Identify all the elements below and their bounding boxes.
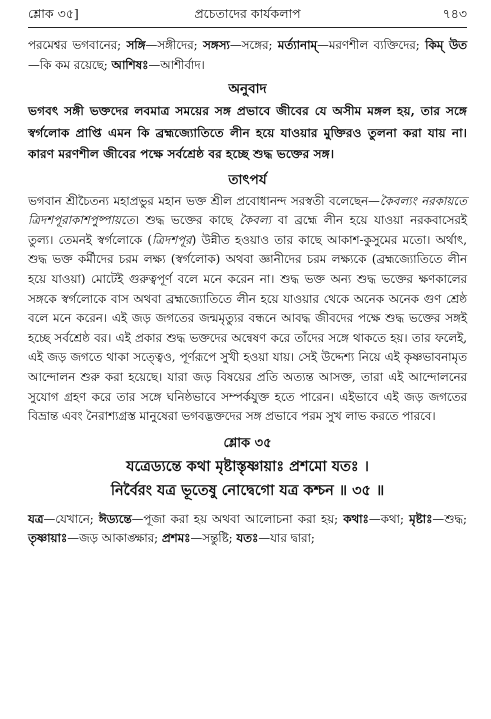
purport-segment: বা ব্রহ্মে লীন হয়ে যাওয়া নরকবাসেরই তুল্য। তেমনই স্বর্গলোকে ( <box>28 213 467 247</box>
synonyms-list <box>28 510 467 549</box>
synonym-meaning: —পূজা করা হয় অথবা আলোচনা করা হয়; <box>131 511 344 526</box>
synonym-meaning: —কথা; <box>368 511 410 526</box>
synonym-term: যত্র <box>28 511 44 526</box>
page-header <box>28 6 467 28</box>
page-number: ৭৪৩ <box>442 6 467 21</box>
translation-text: ভগবৎ সঙ্গী ভক্তদের লবমাত্র সময়ের সঙ্গ প্রভাবে জীবের যে অসীম মঙ্গল হয়, তার সঙ্গে স্বর্গলোক প্রাপ্তি এমন কি ব্রহ্মজ্যোতিতে লীন হয়ে যাওয়ার মুক্তিরও তুলনা করা যায় না। কারণ মরণশীল জীবের পক্ষে সর্বশ্রেষ্ঠ বর হচ্ছে শুদ্ধ ভক্তের সঙ্গ। <box>28 104 467 162</box>
header-verse-ref: শ্লোক ৩৫] <box>28 6 79 21</box>
synonym-term: মৃষ্টাঃ <box>409 511 433 526</box>
synonym-meaning: —যেখানে; <box>43 511 99 526</box>
synonym-term: সঙ্গি <box>126 38 146 52</box>
page-content <box>28 36 467 549</box>
purport-segment: । শুদ্ধ ভক্তের কাছে <box>134 213 240 228</box>
synonym-term: কথাঃ <box>343 511 369 526</box>
synonyms-continued <box>28 36 467 75</box>
purport-segment: ভগবান শ্রীচৈতন্য মহাপ্রভুর মহান ভক্ত শ্রীল প্রবোধানন্দ সরস্বতী বলেছেন— <box>28 193 380 208</box>
synonym-meaning: —আশীর্বাদ। <box>148 57 205 72</box>
synonym-meaning: —সন্তুষ্টি; <box>190 531 237 546</box>
synonym-term: প্রশমঃ <box>161 531 191 546</box>
translation-heading: অনুবাদ <box>228 81 267 98</box>
synonym-term: যতঃ <box>236 531 259 546</box>
synonym-meaning: —সঙ্গের; <box>229 38 278 52</box>
synonym-term: সঙ্গস্য <box>202 38 230 52</box>
synonym-meaning: —শুদ্ধ; <box>432 511 467 526</box>
synonym-meaning: —কি কম রয়েছে; <box>28 57 112 72</box>
synonym-term: আশিষঃ <box>111 57 149 72</box>
synonym-meaning: —সঙ্গীদের; <box>145 38 203 52</box>
verse-line-1: যত্রেড্যন্তে কথা মৃষ্টাস্তৃষ্ণায়াঃ প্রশমো যতঃ । <box>126 457 369 475</box>
header-chapter-title: প্রচেতাদের কার্যকলাপ <box>194 6 301 21</box>
synonym-term: কিম্ উত <box>425 38 467 52</box>
purport-heading: তাৎপর্য <box>228 171 267 188</box>
purport-text <box>28 192 467 427</box>
sanskrit-quote: কৈবল্যং নরকায়তে ত্রিদশপূরাকাশপুষ্পায়তে <box>28 193 467 228</box>
synonym-meaning: —যার দ্বারা; <box>258 531 315 546</box>
synonym-term: মর্ত্যানাম্ <box>277 38 318 52</box>
sanskrit-term: ত্রিদশপূর <box>151 232 192 247</box>
sanskrit-term: কৈবল্য <box>239 213 272 228</box>
synonym-meaning: —মরণশীল ব্যক্তিদের; <box>317 38 426 52</box>
verse-line-2: নির্বৈরং যত্র ভূতেষু নোদ্বেগো যত্র কশ্চন ॥ ৩৫ ॥ <box>110 481 385 499</box>
synonym-meaning: পরমেশ্বর ভগবানের; <box>28 38 127 52</box>
purport-segment: ) উন্নীত হওয়াও তার কাছে আকাশ-কুসুমের মতো। অর্থাৎ, শুদ্ধ ভক্ত কর্মীদের চরম লক্ষ্য (স্বর্গলোক) অথবা জ্ঞানীদের চরম লক্ষ্যকে (ব্রহ্মজ্যোতিতে লীন হয়ে যাওয়া) মোটেই গুরুত্বপূর্ণ বলে মনে করেন না। শুদ্ধ ভক্ত অন্য শুদ্ধ ভক্তের ক্ষণকালের সঙ্গকে স্বর্গলোকে বাস অথবা ব্রহ্মজ্যোতিতে লীন হয়ে যাওয়ার থেকে অনেক অনেক গুণ শ্রেষ্ঠ বলে মনে করেন। এই জড় জগতের জন্মমৃত্যুর বন্ধনে আবদ্ধ জীবদের পক্ষে শুদ্ধ ভক্তের সঙ্গই হচ্ছে সর্বশ্রেষ্ঠ বর। এই প্রকার শুদ্ধ ভক্তদের অন্বেষণ করে তাঁদের সঙ্গে থাকতে হয়। তার ফলেই, এই জড় জগতে থাকা সত্ত্বেও, পূর্ণরূপে সুখী হওয়া যায়। সেই উদ্দেশ্য নিয়ে এই কৃষ্ণভাবনামৃত আন্দোলন শুরু করা হয়েছে। যারা জড় বিষয়ের প্রতি অত্যন্ত আসক্ত, তারা এই আন্দোলনের সুযোগ গ্রহণ করে তার সঙ্গে ঘনিষ্ঠভাবে সম্পর্কযুক্ত হতে পারেন। এইভাবে এই জড় জগতের বিভ্রান্ত এবং নৈরাশ্যগ্রস্ত মানুষেরা ভগবদ্ভক্তদের সঙ্গ প্রভাবে পরম সুখ লাভ করতে পারবে। <box>28 232 467 424</box>
verse-number: শ্লোক ৩৫ <box>223 435 272 451</box>
synonym-meaning: —জড় আকাঙ্ক্ষার; <box>67 531 162 546</box>
synonym-term: তৃষ্ণায়াঃ <box>28 531 68 546</box>
header-divider <box>28 27 467 28</box>
synonym-term: ঈড্যন্তে <box>98 511 132 526</box>
